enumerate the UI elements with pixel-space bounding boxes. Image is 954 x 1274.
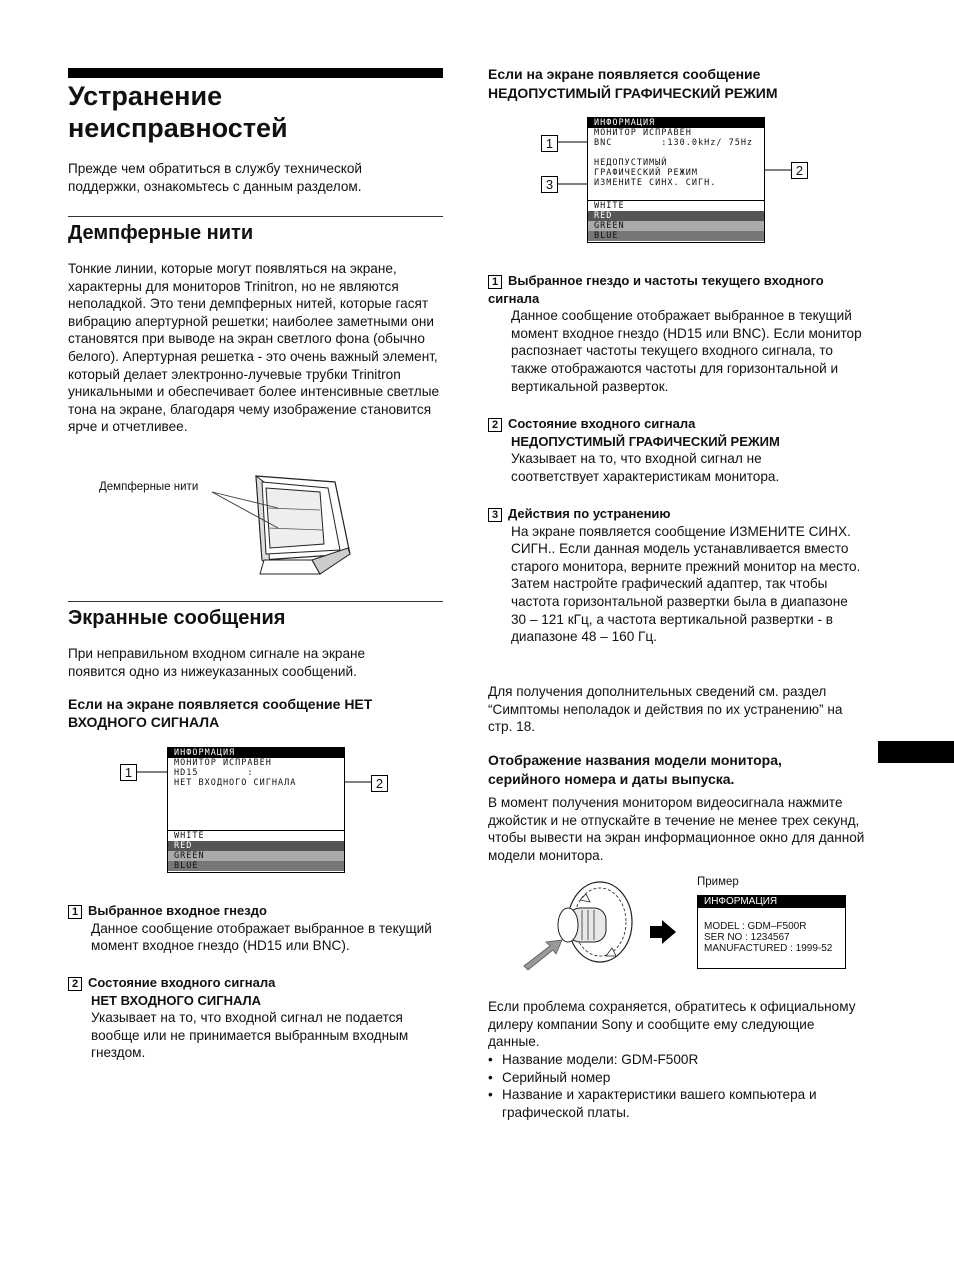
invalid-mode-heading-2: НЕДОПУСТИМЫЙ ГРАФИЧЕСКИЙ РЕЖИМ [488, 85, 778, 101]
item-number: 1 [488, 275, 502, 289]
callout-3: 3 [541, 176, 558, 193]
intro-text: Прежде чем обратиться в службу технической поддержки, ознакомьтесь с данным разделом. [68, 161, 363, 194]
item-subtitle: НЕТ ВХОДНОГО СИГНАЛА [91, 992, 262, 1008]
osd-line: НЕТ ВХОДНОГО СИГНАЛА [174, 778, 297, 788]
right-item-2 [488, 415, 868, 485]
item-number: 3 [488, 508, 502, 522]
title-rule-bar [68, 68, 443, 78]
side-tab [878, 741, 954, 763]
item-2 [68, 974, 444, 1062]
monitor-illustration [200, 470, 360, 580]
callout-1: 1 [541, 135, 558, 152]
more-info-text: Для получения дополнительных сведений см. раздел “Симптомы неполадок и действия по их устранению” на стр. 18. [488, 684, 843, 735]
info-box [697, 895, 846, 969]
screen-messages-heading: Экранные сообщения [68, 607, 286, 629]
item-1 [68, 902, 444, 955]
page-title: Устранение неисправностей [68, 81, 288, 143]
osd-line: ИЗМЕНИТЕ СИНХ. СИГН. [594, 178, 717, 188]
info-serial: SER NO : 1234567 [704, 932, 790, 943]
list-item: • Название и характеристики вашего компьютера и графической платы. [488, 1086, 862, 1121]
osd-line: BNC :130.0kHz/ 75Hz [594, 138, 754, 148]
list-item: • Серийный номер [488, 1069, 868, 1087]
arrow-right-icon [650, 920, 676, 944]
osd-white-row: WHITE [588, 200, 764, 211]
callout-2: 2 [371, 775, 388, 792]
osd-line: ГРАФИЧЕСКИЙ РЕЖИМ [594, 168, 698, 178]
model-heading: Отображение названия модели монитора, серийного номера и даты выпуска. [488, 752, 782, 787]
info-manufactured: MANUFACTURED : 1999-52 [704, 943, 833, 954]
osd-line: МОНИТОР ИСПРАВЕН [594, 128, 692, 138]
section-divider [68, 216, 443, 217]
screen-messages-text: При неправильном входном сигнале на экране появится одно из нижеуказанных сообщений. [68, 646, 366, 679]
contact-list [488, 1051, 868, 1121]
osd-white-row: WHITE [168, 830, 344, 841]
item-title: Выбранное гнездо и частоты текущего входного сигнала [488, 273, 824, 306]
info-model: MODEL : GDM–F500R [704, 921, 807, 932]
damper-text: Тонкие линии, которые могут появляться на экране, характерны для мониторов Trinitron, но не являются неполадкой. Это тени демпферных нитей, которые гасят вибрацию апертурной решетки; наиболее заметными они становятся при выводе на экран светлого фона (обычно белого). Апертурная решетка - это очень важный элемент, который делает электронно-лучевые трубки Trinitron уникальными и обеспечивает более интенсивные светлые тона на экране, благодаря чему изображение становится ярче и отчетливее. [68, 261, 440, 435]
item-text: Указывает на то, что входной сигнал не соответствует характеристикам монитора. [511, 451, 780, 484]
osd-header: ИНФОРМАЦИЯ [168, 748, 344, 758]
osd-blue-row: BLUE [168, 861, 344, 871]
right-item-3 [488, 505, 868, 646]
section-divider [68, 601, 443, 602]
damper-figure-label: Демпферные нити [99, 481, 199, 493]
item-number: 2 [68, 977, 82, 991]
item-title: Состояние входного сигнала [88, 975, 276, 990]
damper-heading: Демпферные нити [68, 222, 254, 244]
no-signal-heading: Если на экране появляется сообщение НЕТ ВХОДНОГО СИГНАЛА [68, 696, 373, 730]
item-subtitle: НЕДОПУСТИМЫЙ ГРАФИЧЕСКИЙ РЕЖИМ [511, 433, 780, 449]
callout-1: 1 [120, 764, 137, 781]
osd-line: HD15 : [174, 768, 254, 778]
list-item: • Название модели: GDM-F500R [488, 1051, 868, 1069]
item-title: Действия по устранению [508, 506, 671, 521]
osd-header: ИНФОРМАЦИЯ [588, 118, 764, 128]
osd-no-signal [167, 747, 345, 873]
example-label: Пример [697, 876, 739, 888]
info-box-header: ИНФОРМАЦИЯ [698, 896, 845, 908]
osd-green-row: GREEN [588, 221, 764, 231]
item-title: Выбранное входное гнездо [88, 903, 267, 918]
item-number: 2 [488, 418, 502, 432]
osd-line: МОНИТОР ИСПРАВЕН [174, 758, 272, 768]
callout-2: 2 [791, 162, 808, 179]
item-text: На экране появляется сообщение ИЗМЕНИТЕ СИНХ. СИГН.. Если данная модель устанавливается вместо старого монитора, верните прежний монитор на место. Затем настройте графический адаптер, так чтобы частота горизонтальной развертки была в диапазоне 30 – 121 кГц, а частота вертикальной развертки - в диапазоне 48 – 160 Гц. [511, 523, 861, 645]
item-number: 1 [68, 905, 82, 919]
osd-red-row: RED [168, 841, 344, 851]
osd-line: НЕДОПУСТИМЫЙ [594, 158, 668, 168]
item-text: Данное сообщение отображает выбранное в текущий момент входное гнездо (HD15 или BNC). Если монитор распознает частоты текущего входного сигнала, то также отображаются частоты для горизонтальной и вертикальной разверток. [511, 308, 862, 394]
invalid-mode-heading: Если на экране появляется сообщение [488, 66, 761, 82]
item-text: Указывает на то, что входной сигнал не подается вообще или не принимается выбранным входным гнездом. [91, 1010, 409, 1061]
osd-blue-row: BLUE [588, 231, 764, 241]
right-item-1 [488, 272, 868, 395]
osd-invalid-mode [587, 117, 765, 243]
item-text: Данное сообщение отображает выбранное в текущий момент входное гнездо (HD15 или BNC). [91, 920, 432, 954]
osd-red-row: RED [588, 211, 764, 221]
item-title: Состояние входного сигнала [508, 416, 696, 431]
osd-green-row: GREEN [168, 851, 344, 861]
joystick-illustration [520, 880, 660, 972]
contact-text: Если проблема сохраняется, обратитесь к официальному дилеру компании Sony и сообщите ему следующие данные. [488, 999, 856, 1050]
model-text: В момент получения монитором видеосигнала нажмите джойстик и не отпускайте в течение не менее трех секунд, чтобы вывести на экран информационное окно для данной модели монитора. [488, 795, 865, 863]
